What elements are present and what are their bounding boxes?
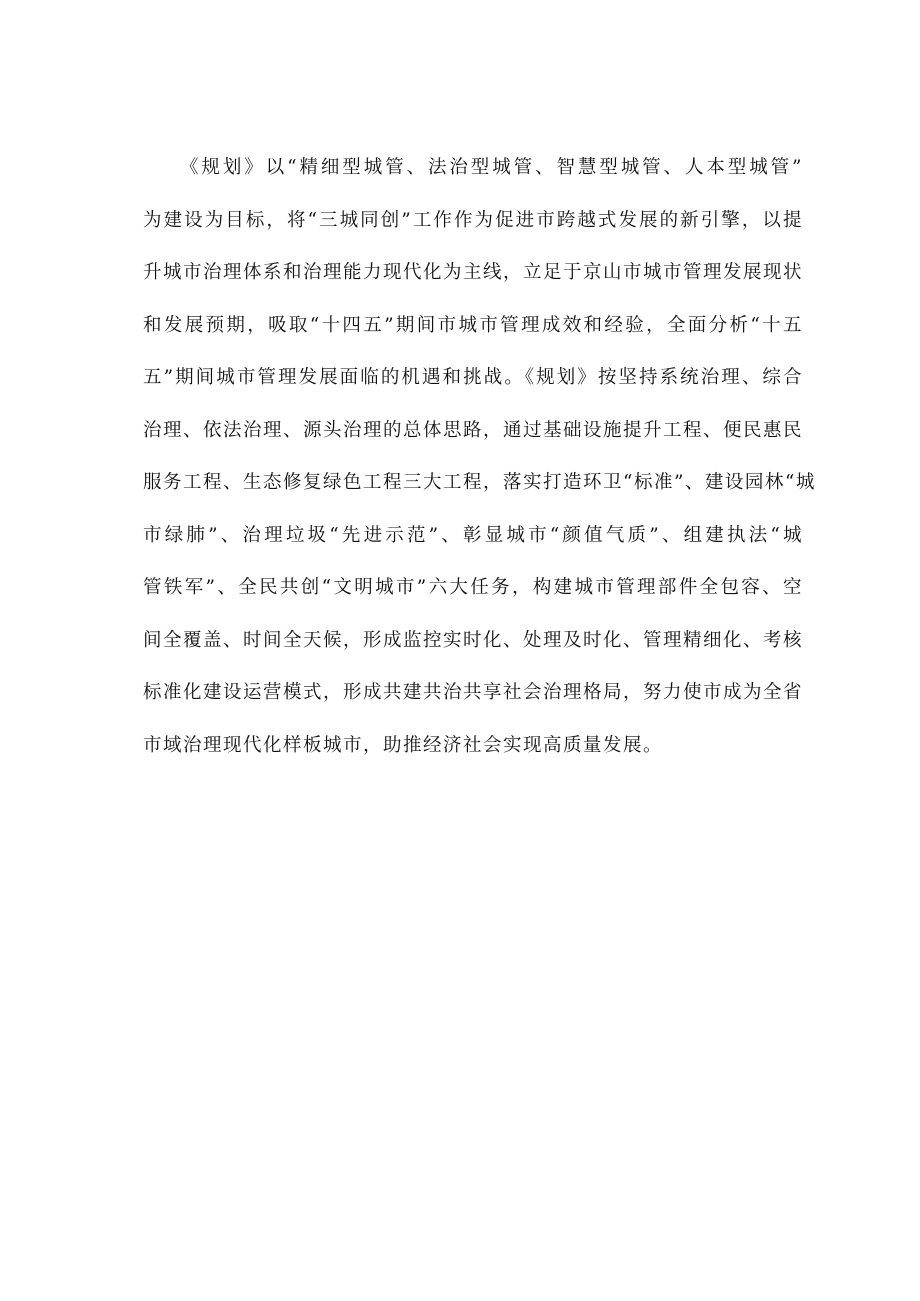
paragraph-line-3: 升城市治理体系和治理能力现代化为主线，立足于京山市城市管理发展现状 — [143, 262, 804, 283]
paragraph-line-12: 市域治理现代化样板城市，助推经济社会实现高质量发展。 — [143, 734, 664, 756]
paragraph-line-8: 市绿肺”、治理垃圾“先进示范”、彰显城市“颜值气质”、组建执法“城 — [143, 524, 803, 546]
body-paragraph — [143, 150, 816, 780]
paragraph-line-5: 五”期间城市管理发展面临的机遇和挑战。《规划》按坚持系统治理、综合 — [143, 367, 803, 388]
paragraph-line-6: 治理、依法治理、源头治理的总体思路，通过基础设施提升工程、便民惠民 — [143, 419, 804, 441]
paragraph-line-1: 《规划》以“精细型城管、法治型城管、智慧型城管、人本型城管” — [180, 157, 803, 178]
paragraph-line-7: 服务工程、生态修复绿色工程三大工程，落实打造环卫“标准”、建设园林“城 — [143, 472, 816, 493]
paragraph-line-10: 间全覆盖、时间全天候，形成监控实时化、处理及时化、管理精细化、考核 — [143, 629, 804, 651]
paragraph-line-2: 为建设为目标，将“三城同创”工作作为促进市跨越式发展的新引擎，以提 — [143, 209, 803, 231]
paragraph-line-11: 标准化建设运营模式，形成共建共治共享社会治理格局，努力使市成为全省 — [143, 682, 804, 703]
paragraph-line-4: 和发展预期，吸取“十四五”期间市城市管理成效和经验，全面分析“十五 — [143, 314, 803, 336]
paragraph-line-9: 管铁军”、全民共创“文明城市”六大任务，构建城市管理部件全包容、空 — [143, 577, 803, 598]
